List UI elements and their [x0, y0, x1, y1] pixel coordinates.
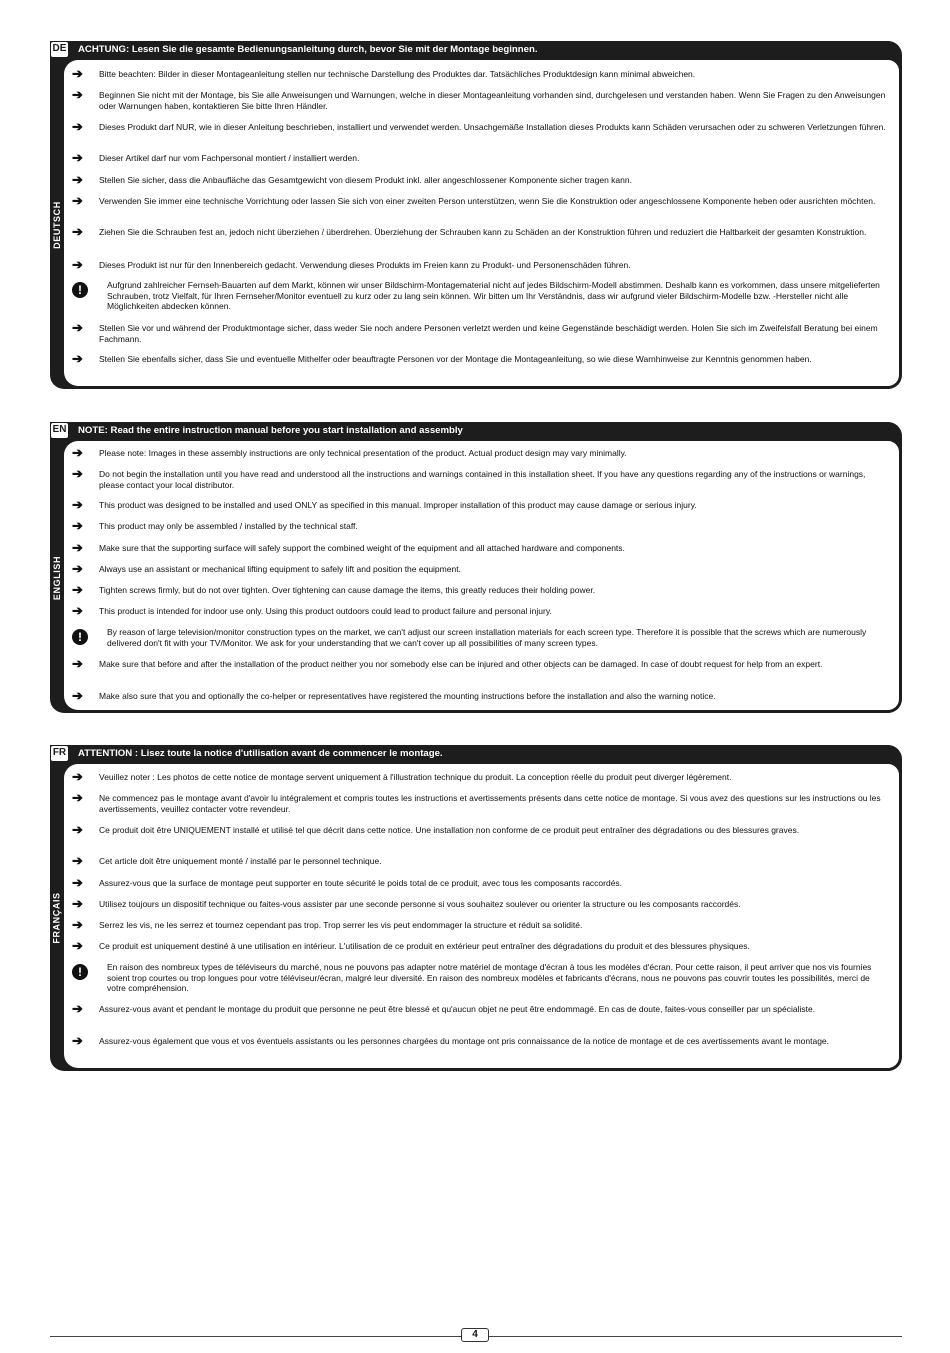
arrow-icon: ➔ — [72, 87, 83, 102]
warning-icon: ! — [72, 282, 88, 298]
side-label: DEUTSCH — [52, 201, 63, 249]
arrow-icon: ➔ — [72, 561, 83, 576]
arrow-icon: ➔ — [72, 497, 83, 512]
language-code-badge: DE — [50, 41, 69, 58]
arrow-icon: ➔ — [72, 193, 83, 208]
arrow-icon: ➔ — [72, 938, 83, 953]
arrow-icon: ➔ — [72, 688, 83, 703]
arrow-icon: ➔ — [72, 66, 83, 81]
arrow-icon: ➔ — [72, 582, 83, 597]
arrow-icon: ➔ — [72, 896, 83, 911]
section-content: ➔ Bitte beachten: Bilder in dieser Montageanleitung stellen nur technische Darstellung des Produktes dar. Tatsächliches Produktdesign kann minimal abweichen. ➔ Beginnen Sie nicht mit der Montage, bis Sie alle Anweisungen und Warnungen, welche in dieser Montageanleitung vorhanden sind, durchgelesen und verstanden haben. Wenn Sie Fragen zu den Anweisungen oder Warnungen haben, kontaktieren Sie bitte Ihren Händler. ➔ Dieses Produkt darf NUR, wie in dieser Anleitung beschrieben, installiert und verwendet werden. Unsachgemäße Installation dieses Produkts kann Schäden verursachen oder zu schweren Verletzungen führen. ➔ Dieser Artikel darf nur vom Fachpersonal montiert / installiert werden. ➔ Stellen Sie sicher, dass die Anbaufläche das Gesamtgewicht von diesem Produkt inkl. aller angeschlossener Komponente sicher tragen kann. ➔ Verwenden Sie immer eine technische Vorrichtung oder lassen Sie sich von einer zweiten Person unterstützen, wenn Sie die Konstruktion oder angeschlossene Komponente heben oder ausrichten möchten. ➔ Ziehen Sie die Schrauben fest an, jedoch nicht überziehen / überdrehen. Überziehung der Schrauben kann zu Schäden an der Konstruktion führen und reduziert die Haltbarkeit der gesamten Konstruktion. ➔ Dieses Produkt ist nur für den Innenbereich gedacht. Verwendung dieses Produkts im Freien kann zu Produkt- und Personenschäden führen. ! Aufgrund zahlreicher Fernseh-Bauarten auf dem Markt, können wir unser Bildschirm-Montagematerial nicht auf jedes Bildschirm-Modell abstimmen. Deshalb kann es vorkommen, dass unsere mitgelieferten Schrauben, trotz Vielfalt, für Ihren Fernseher/Monitor eventuell zu kurz oder zu lang sein können. Wir bitten um Ihr Verständnis, dass wir aufgrund vieler Bildschirm-Modelle bzw. -Hersteller nicht alle Möglichkeiten abdecken können. ➔ Stellen Sie vor und während der Produktmontage sicher, dass weder Sie noch andere Personen verletzt werden und keine Gegenstände beschädigt werden. Holen Sie sich im Zweifelsfall Beratung bei einem Fachmann. ➔ Stellen Sie ebenfalls sicher, dass Sie und eventuelle Mithelfer oder beauftragte Personen vor der Montage die Montageanleitung, so wie diese Warnhinweise zur Kenntnis genommen haben. — [64, 60, 899, 386]
arrow-icon: ➔ — [72, 656, 83, 671]
arrow-icon: ➔ — [72, 518, 83, 533]
arrow-icon: ➔ — [72, 917, 83, 932]
section-content: ➔ Please note: Images in these assembly instructions are only technical presentation of the product. Actual product design may vary minimally. ➔ Do not begin the installation until you have read and understood all the instructions and warnings contained in this installation sheet. If you have any questions regarding any of the instructions or warnings, please contact your local distributor. ➔ This product was designed to be installed and used ONLY as specified in this manual. Improper installation of this product may cause damage or serious injury. ➔ This product may only be assembled / installed by the technical staff. ➔ Make sure that the supporting surface will safely support the combined weight of the equipment and all attached hardware and components. ➔ Always use an assistant or mechanical lifting equipment to safely lift and position the equipment. ➔ Tighten screws firmly, but do not over tighten. Over tightening can cause damage the items, this greatly reduces their holding power. ➔ This product is intended for indoor use only. Using this product outdoors could lead to product failure and personal injury. ! By reason of large television/monitor construction types on the market, we can't adjust our screen installation materials for each screen type. Therefore it is possible that the screws which are numerously delivered don't fit with your TV/Monitor. We ask for your understanding that we can't cover up all possibilities of many screen types. ➔ Make sure that before and after the installation of the product neither you nor somebody else can be injured and other objects can be damaged. In case of doubt request for help from an expert. ➔ Make also sure that you and optionally the co-helper or representatives have registered the mounting instructions before the installation and also the warning notice. — [64, 441, 899, 710]
section-english — [50, 422, 902, 713]
section-content: ➔ Veuillez noter : Les photos de cette notice de montage servent uniquement à l'illustration technique du produit. La conception réelle du produit peut diverger légèrement. ➔ Ne commencez pas le montage avant d'avoir lu intégralement et compris toutes les instructions et avertissements présents dans cette notice de montage. Si vous avez des questions sur les instructions ou les avertissements, veuillez contacter votre revendeur. ➔ Ce produit doit être UNIQUEMENT installé et utilisé tel que décrit dans cette notice. Une installation non conforme de ce produit peut entraîner des dégradations ou des blessures graves. ➔ Cet article doit être uniquement monté / installé par le personnel technique. ➔ Assurez-vous que la surface de montage peut supporter en toute sécurité le poids total de ce produit, avec tous les composants raccordés. ➔ Utilisez toujours un dispositif technique ou faites-vous assister par une seconde personne si vous souhaitez soulever ou orienter la structure ou les composants raccordés. ➔ Serrez les vis, ne les serrez et tournez cependant pas trop. Trop serrer les vis peut endommager la structure et réduit sa solidité. ➔ Ce produit est uniquement destiné à une utilisation en intérieur. L'utilisation de ce produit en extérieur peut entraîner des dégradations du produit et des blessures physiques. ! En raison des nombreux types de téléviseurs du marché, nous ne pouvons pas adapter notre matériel de montage d'écran à tous les modèles d'écran. Pour cette raison, il peut arriver que nos vis fournies soient trop courtes ou trop longues pour votre téléviseur/écran, malgré leur diversité. En raison des nombreux modèles et fabricants d'écrans, nous ne pouvons pas couvrir toutes les possibilités, merci de votre compréhension. ➔ Assurez-vous avant et pendant le montage du produit que personne ne peut être blessé et qu'aucun objet ne peut être endommagé. En cas de doute, faites-vous conseiller par un spécialiste. ➔ Assurez-vous également que vous et vos éventuels assistants ou les personnes chargées du montage ont pris connaissance de la notice de montage et de ces avertissements avant le montage. — [64, 764, 899, 1068]
arrow-icon: ➔ — [72, 875, 83, 890]
language-code-badge: FR — [50, 745, 69, 762]
arrow-icon: ➔ — [72, 445, 83, 460]
arrow-icon: ➔ — [72, 1001, 83, 1016]
language-code-badge: EN — [50, 422, 69, 439]
arrow-icon: ➔ — [72, 119, 83, 134]
arrow-icon: ➔ — [72, 150, 83, 165]
arrow-icon: ➔ — [72, 1033, 83, 1048]
arrow-icon: ➔ — [72, 822, 83, 837]
arrow-icon: ➔ — [72, 320, 83, 335]
side-label: FRANÇAIS — [52, 892, 62, 944]
section-header: ACHTUNG: Lesen Sie die gesamte Bedienungsanleitung durch, bevor Sie mit der Montage beginnen. — [78, 44, 538, 55]
page-number: 4 — [461, 1328, 489, 1342]
arrow-icon: ➔ — [72, 351, 83, 366]
arrow-icon: ➔ — [72, 172, 83, 187]
section-deutsch — [50, 41, 902, 389]
arrow-icon: ➔ — [72, 853, 83, 868]
arrow-icon: ➔ — [72, 257, 83, 272]
arrow-icon: ➔ — [72, 769, 83, 784]
section-header: ATTENTION : Lisez toute la notice d'utilisation avant de commencer le montage. — [78, 748, 443, 759]
arrow-icon: ➔ — [72, 790, 83, 805]
warning-icon: ! — [72, 964, 88, 980]
arrow-icon: ➔ — [72, 224, 83, 239]
arrow-icon: ➔ — [72, 466, 83, 481]
side-label: ENGLISH — [52, 555, 62, 600]
arrow-icon: ➔ — [72, 603, 83, 618]
section-header: NOTE: Read the entire instruction manual before you start installation and assembly — [78, 425, 463, 436]
arrow-icon: ➔ — [72, 540, 83, 555]
warning-icon: ! — [72, 629, 88, 645]
section-francais — [50, 745, 902, 1071]
